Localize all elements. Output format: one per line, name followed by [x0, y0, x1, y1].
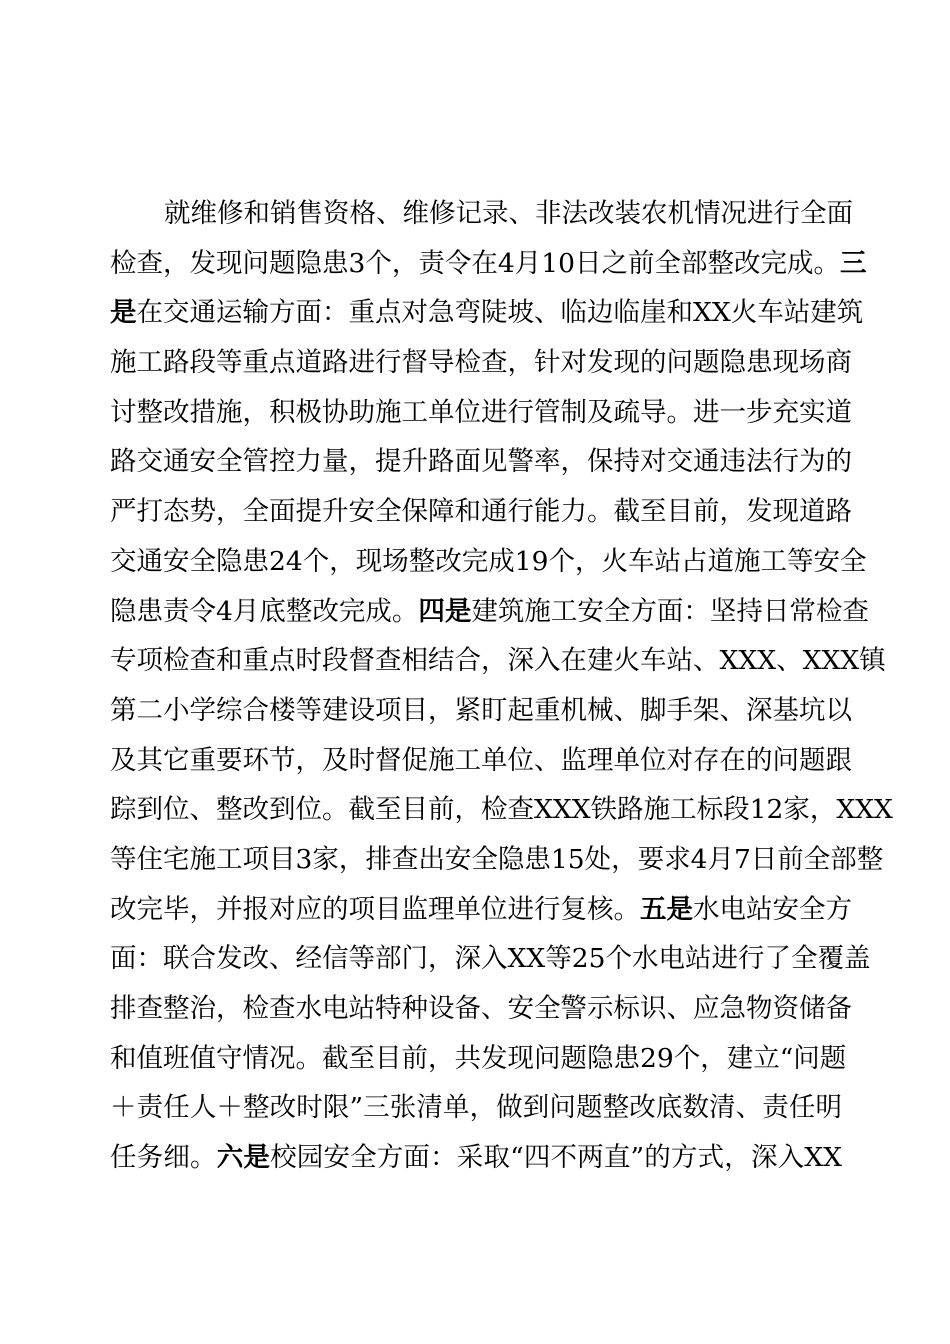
body-text: ＋责任人＋整改时限”三张清单，做到问题整改底数清、责任明 [110, 1092, 842, 1124]
paragraph-line [110, 736, 852, 786]
paragraph-line [110, 437, 852, 487]
bold-heading-text: 五是 [640, 893, 693, 925]
body-text: 路交通安全管控力量，提升路面见警率，保持对交通违法行为的 [110, 446, 852, 478]
body-text: 严打态势，全面提升安全保障和通行能力。截至目前，发现道路 [110, 496, 852, 528]
body-text: 等住宅施工项目3家，排查出安全隐患15处，要求4月7日前全部整 [110, 843, 884, 875]
paragraph-line [110, 984, 852, 1034]
paragraph-line [110, 1133, 842, 1183]
paragraph-line [110, 934, 871, 984]
paragraph-line [110, 288, 864, 338]
document-body [110, 189, 893, 1183]
body-text: 检查，发现问题隐患3个，责令在4月10日之前全部整改完成。 [110, 247, 840, 279]
body-text: 及其它重要环节，及时督促施工单位、监理单位对存在的问题跟 [110, 744, 852, 776]
body-text: 交通安全隐患24个，现场整改完成19个，火车站占道施工等安全 [110, 545, 867, 577]
paragraph-line [110, 1034, 847, 1084]
bold-heading-text: 是 [110, 297, 137, 329]
paragraph-line [110, 189, 853, 239]
paragraph-line [110, 636, 886, 686]
body-text: 就维修和销售资格、维修记录、非法改装农机情况进行全面 [164, 198, 853, 229]
body-text: 第二小学综合楼等建设项目，紧盯起重机械、脚手架、深基坑以 [110, 694, 852, 726]
paragraph-line [110, 587, 869, 637]
body-text: 讨整改措施，积极协助施工单位进行管制及疏导。进一步充实道 [110, 396, 852, 428]
body-text: 任务细。 [110, 1142, 217, 1174]
paragraph-line [110, 885, 852, 935]
body-text: 建筑施工安全方面：坚持日常检查 [471, 595, 869, 627]
paragraph-line [110, 388, 852, 438]
body-text: 专项检查和重点时段督查相结合，深入在建火车站、XXX、XXX镇 [110, 645, 886, 677]
paragraph-line [110, 537, 867, 587]
body-text: 改完毕，并报对应的项目监理单位进行复核。 [110, 893, 640, 925]
body-text: 水电站安全方 [693, 893, 852, 925]
paragraph-line [110, 785, 893, 835]
paragraph-line [110, 487, 852, 537]
paragraph-line [110, 1083, 842, 1133]
body-text: 和值班值守情况。截至目前，共发现问题隐患29个，建立“问题 [110, 1042, 847, 1074]
body-text: 施工路段等重点道路进行督导检查，针对发现的问题隐患现场商 [110, 347, 852, 379]
paragraph-line [110, 835, 884, 885]
paragraph-line [110, 338, 852, 388]
bold-heading-text: 四是 [418, 595, 472, 627]
bold-heading-text: 六是 [216, 1142, 271, 1174]
body-text: 面：联合发改、经信等部门，深入XX等25个水电站进行了全覆盖 [110, 943, 871, 975]
body-text: 在交通运输方面：重点对急弯陡坡、临边临崖和XX火车站建筑 [136, 297, 864, 329]
body-text: 隐患责令4月底整改完成。 [110, 595, 419, 627]
body-text: 校园安全方面：采取“四不两直”的方式，深入XX [270, 1142, 843, 1174]
body-text: 排查整治，检查水电站特种设备、安全警示标识、应急物资储备 [110, 993, 852, 1024]
paragraph-line [110, 239, 867, 289]
bold-heading-text: 三 [839, 247, 867, 279]
body-text: 踪到位、整改到位。截至目前，检查XXX铁路施工标段12家，XXX [110, 794, 893, 826]
paragraph-line [110, 686, 852, 736]
